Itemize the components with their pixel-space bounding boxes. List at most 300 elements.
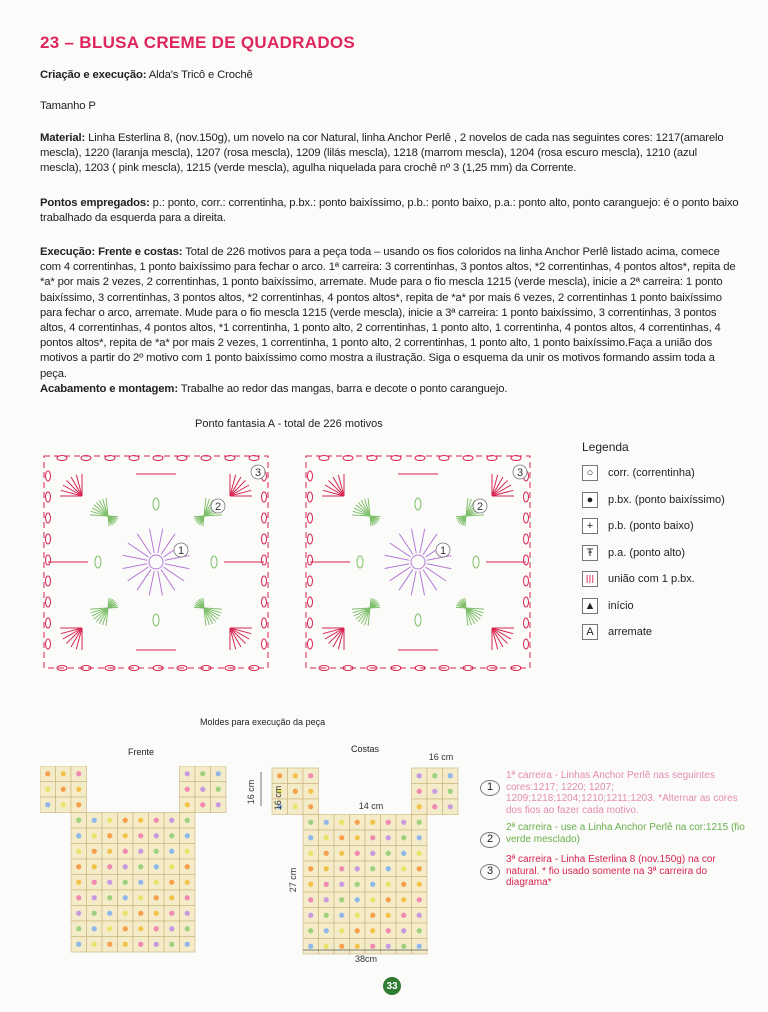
double-crochet-icon xyxy=(420,529,425,554)
motif-center-icon xyxy=(401,820,406,825)
double-crochet-icon xyxy=(423,570,437,591)
chain-stitch-icon xyxy=(524,639,529,649)
chain-stitch-icon xyxy=(308,555,313,565)
back-neck-dimension: 14 cm xyxy=(358,801,384,811)
motif-center-icon xyxy=(185,895,190,900)
legend-label: corr. (correntinha) xyxy=(608,467,695,480)
double-crochet-icon xyxy=(390,543,411,557)
motif-center-icon xyxy=(308,882,313,887)
double-crochet-icon xyxy=(385,564,410,569)
motif-center-icon xyxy=(154,942,159,947)
note-text: 3ª carreira - Linha Esterlina 8 (nov.150g) na cor natural. * fio usado somente na 3ª carreira do diagrama* xyxy=(506,854,716,888)
motif-center-icon xyxy=(355,882,360,887)
legend-label: união com 1 p.bx. xyxy=(608,573,695,586)
legend-symbol-icon: + xyxy=(582,518,598,534)
motif-center-icon xyxy=(123,911,128,916)
chain-stitch-icon xyxy=(153,498,159,510)
motif-center-icon xyxy=(308,773,313,778)
ring-icon xyxy=(149,555,163,569)
legend-item xyxy=(582,460,762,487)
motif-center-icon xyxy=(185,802,190,807)
motif-center-icon xyxy=(386,820,391,825)
double-crochet-icon xyxy=(358,600,376,621)
motif-center-icon xyxy=(92,864,97,869)
chain-stitch-icon xyxy=(153,614,159,626)
legend-symbol-icon: ● xyxy=(582,492,598,508)
motif-center-icon xyxy=(324,866,329,871)
legend-item xyxy=(582,593,762,620)
motif-center-icon xyxy=(370,820,375,825)
motif-center-icon xyxy=(123,926,128,931)
motif-center-icon xyxy=(61,802,66,807)
double-crochet-icon xyxy=(385,555,410,560)
motif-center-icon xyxy=(386,944,391,949)
motif-center-icon xyxy=(216,771,221,776)
legend-symbol-icon: ○ xyxy=(582,465,598,481)
round-notes xyxy=(480,770,750,895)
motif-center-icon xyxy=(107,942,112,947)
motif-center-icon xyxy=(324,820,329,825)
motif-center-icon xyxy=(138,911,143,916)
motif-center-icon xyxy=(216,787,221,792)
note-round-2 xyxy=(480,822,750,848)
double-crochet-icon xyxy=(137,569,151,590)
finishing-text: Trabalhe ao redor das mangas, barra e decote o ponto caranguejo. xyxy=(177,382,508,395)
motif-center-icon xyxy=(324,928,329,933)
motif-center-icon xyxy=(293,804,298,809)
note-number: 1 xyxy=(480,780,500,796)
legend-item xyxy=(582,566,762,593)
motif-center-icon xyxy=(308,835,313,840)
chain-stitch-icon xyxy=(57,456,67,461)
motif-center-icon xyxy=(417,789,422,794)
chain-stitch-icon xyxy=(262,618,267,628)
motif-center-icon xyxy=(386,866,391,871)
legend-title: Legenda xyxy=(582,440,629,454)
motif-center-icon xyxy=(154,864,159,869)
chain-stitch-icon xyxy=(524,513,529,523)
round-number: 1 xyxy=(439,545,447,557)
motif-center-icon xyxy=(154,895,159,900)
motif-center-icon xyxy=(417,866,422,871)
motif-center-icon xyxy=(107,849,112,854)
motif-center-icon xyxy=(76,942,81,947)
motif-center-icon xyxy=(355,835,360,840)
motif-center-icon xyxy=(308,944,313,949)
motif-center-icon xyxy=(185,864,190,869)
motif-center-icon xyxy=(92,833,97,838)
motif-center-icon xyxy=(138,880,143,885)
motif-center-icon xyxy=(370,944,375,949)
chain-stitch-icon xyxy=(262,555,267,565)
motif-center-icon xyxy=(169,895,174,900)
stitches-label: Pontos empregados: xyxy=(40,197,150,209)
double-crochet-icon xyxy=(425,567,446,581)
chain-stitch-icon xyxy=(524,576,529,586)
legend-symbol-icon: Ⲽ xyxy=(582,571,598,587)
motif-center-icon xyxy=(92,818,97,823)
motif-center-icon xyxy=(169,818,174,823)
credits xyxy=(40,68,740,83)
back-height-dimension: 27 cm xyxy=(288,867,298,893)
stitches-text: p.: ponto, corr.: correntinha, p.bx.: ponto baixíssimo, p.b.: ponto baixo, p.a.: ponto alto, ponto caranguejo: é o ponto baixo trabalhado da esquerda para a direita. xyxy=(40,197,739,225)
motif-center-icon xyxy=(355,913,360,918)
motif-center-icon xyxy=(138,818,143,823)
legend-label: arremate xyxy=(608,626,653,639)
chain-stitch-icon xyxy=(357,556,363,568)
chain-stitch-icon xyxy=(308,471,313,481)
motif-center-icon xyxy=(370,913,375,918)
note-text: 1ª carreira - Linhas Anchor Perlê nas seguintes cores:1217; 1220; 1207; 1209;1218;1204;1210;1211;1203. *Alternar as cores dos fios ao fazer cada motivo. xyxy=(506,770,738,816)
motif-center-icon xyxy=(185,787,190,792)
motif-center-icon xyxy=(169,833,174,838)
stitches-paragraph xyxy=(40,196,740,226)
motif-center-icon xyxy=(45,802,50,807)
chain-stitch-icon xyxy=(308,513,313,523)
ring-icon xyxy=(411,555,425,569)
motif-center-icon xyxy=(169,864,174,869)
chain-stitch-icon xyxy=(524,597,529,607)
motif-center-icon xyxy=(123,942,128,947)
motif-center-icon xyxy=(123,818,128,823)
back-top-dimension: 16 cm xyxy=(428,752,454,762)
chain-stitch-icon xyxy=(46,471,51,481)
credits-text: Alda's Tricô e Crochê xyxy=(146,69,253,81)
double-crochet-icon xyxy=(411,571,416,596)
legend-symbol-icon: Ŧ xyxy=(582,545,598,561)
chain-stitch-icon xyxy=(415,498,421,510)
motif-center-icon xyxy=(293,789,298,794)
chain-stitch-icon xyxy=(95,556,101,568)
double-crochet-icon xyxy=(128,543,149,557)
motif-center-icon xyxy=(293,773,298,778)
motif-center-icon xyxy=(417,882,422,887)
motif-center-icon xyxy=(401,835,406,840)
motif-center-icon xyxy=(138,849,143,854)
legend-label: p.bx. (ponto baixíssimo) xyxy=(608,493,725,506)
double-crochet-icon xyxy=(96,502,114,523)
legend-symbol-icon: ▲ xyxy=(582,598,598,614)
motif-center-icon xyxy=(154,926,159,931)
chain-stitch-icon xyxy=(308,618,313,628)
motif-center-icon xyxy=(92,911,97,916)
motif-center-icon xyxy=(417,773,422,778)
motif-center-icon xyxy=(200,771,205,776)
double-crochet-icon xyxy=(399,569,413,590)
double-crochet-icon xyxy=(358,502,376,523)
motif-center-icon xyxy=(138,926,143,931)
motif-center-icon xyxy=(417,928,422,933)
motif-center-icon xyxy=(107,864,112,869)
chain-stitch-icon xyxy=(524,555,529,565)
front-pattern xyxy=(40,766,272,954)
material-paragraph xyxy=(40,131,740,177)
chain-stitch-icon xyxy=(46,618,51,628)
motif-center-icon xyxy=(370,835,375,840)
motif-center-icon xyxy=(76,787,81,792)
note-number: 3 xyxy=(480,864,500,880)
chain-stitch-icon xyxy=(46,576,51,586)
material-text: Linha Esterlina 8, (nov.150g), um novelo na cor Natural, linha Anchor Perlê , 2 novelos de cada nas seguintes cores: 1217(amarelo mescla), 1220 (laranja mescla), 1207 (rosa mescla), 1209 (lilás mescla), 1218 (marrom mescla), 1204 (rosa escuro mescla), 1210 (azul mescla), 1203 ( pink mescla), 1215 (verde mescla), agulha niquelada para crochê nº 3 (1,25 mm) da Corrente. xyxy=(40,132,724,175)
motif-center-icon xyxy=(308,913,313,918)
motif-center-icon xyxy=(339,882,344,887)
double-crochet-icon xyxy=(123,555,148,560)
double-crochet-icon xyxy=(123,564,148,569)
motif-center-icon xyxy=(417,851,422,856)
back-width-dimension: 38cm xyxy=(354,954,378,964)
motif-center-icon xyxy=(308,851,313,856)
motif-center-icon xyxy=(417,804,422,809)
round-number: 2 xyxy=(214,501,222,513)
motif-center-icon xyxy=(45,771,50,776)
diagram-caption: Ponto fantasia A - total de 226 motivos xyxy=(195,418,383,430)
motif-center-icon xyxy=(92,849,97,854)
chain-stitch-icon xyxy=(308,597,313,607)
page-title: 23 – BLUSA CREME DE QUADRADOS xyxy=(40,33,356,52)
double-crochet-icon xyxy=(161,534,175,555)
credits-label: Criação e execução: xyxy=(40,69,147,81)
motif-center-icon xyxy=(386,851,391,856)
double-crochet-icon xyxy=(420,571,425,596)
motif-center-icon xyxy=(123,849,128,854)
motif-center-icon xyxy=(355,944,360,949)
motif-center-icon xyxy=(76,849,81,854)
motif-center-icon xyxy=(370,882,375,887)
motif-center-icon xyxy=(154,818,159,823)
motif-center-icon xyxy=(355,866,360,871)
motif-center-icon xyxy=(308,897,313,902)
chain-stitch-icon xyxy=(308,492,313,502)
double-crochet-icon xyxy=(158,529,163,554)
motif-center-icon xyxy=(355,928,360,933)
motif-center-icon xyxy=(185,849,190,854)
patterns-caption: Moldes para execução da peça xyxy=(200,717,326,727)
motif-center-icon xyxy=(417,897,422,902)
motif-center-icon xyxy=(123,895,128,900)
size-line: Tamanho P xyxy=(40,100,96,112)
motif-diagram xyxy=(38,446,548,682)
motif xyxy=(306,456,530,671)
motif-center-icon xyxy=(339,820,344,825)
motif-center-icon xyxy=(432,804,437,809)
motif-center-icon xyxy=(107,926,112,931)
chain-stitch-icon xyxy=(319,456,329,461)
motif-center-icon xyxy=(45,787,50,792)
motif-center-icon xyxy=(76,833,81,838)
execution-label: Execução: Frente e costas: xyxy=(40,246,183,258)
double-crochet-icon xyxy=(163,567,184,581)
motif-center-icon xyxy=(185,818,190,823)
motif-center-icon xyxy=(355,897,360,902)
motif-center-icon xyxy=(169,849,174,854)
motif-center-icon xyxy=(138,864,143,869)
legend-item xyxy=(582,487,762,514)
motif-center-icon xyxy=(386,913,391,918)
motif-center-icon xyxy=(185,771,190,776)
round-number: 1 xyxy=(177,545,185,557)
motif-center-icon xyxy=(185,911,190,916)
motif-center-icon xyxy=(107,911,112,916)
chain-stitch-icon xyxy=(439,456,449,461)
motif-center-icon xyxy=(432,789,437,794)
legend-item xyxy=(582,540,762,567)
motif-center-icon xyxy=(448,773,453,778)
motif-center-icon xyxy=(123,880,128,885)
motif-center-icon xyxy=(76,802,81,807)
motif-center-icon xyxy=(76,818,81,823)
round-number: 3 xyxy=(516,467,524,479)
motif-center-icon xyxy=(92,880,97,885)
motif-center-icon xyxy=(138,942,143,947)
double-crochet-icon xyxy=(411,529,416,554)
double-crochet-icon xyxy=(96,600,114,621)
motif-center-icon xyxy=(448,804,453,809)
double-crochet-icon xyxy=(390,567,411,581)
motif-center-icon xyxy=(154,880,159,885)
legend-label: p.a. (ponto alto) xyxy=(608,546,686,559)
motif-center-icon xyxy=(386,928,391,933)
double-crochet-icon xyxy=(198,600,216,621)
motif-center-icon xyxy=(308,866,313,871)
motif-center-icon xyxy=(76,895,81,900)
chain-stitch-icon xyxy=(262,576,267,586)
page-number: 33 xyxy=(383,977,401,995)
chain-stitch-icon xyxy=(473,556,479,568)
motif-center-icon xyxy=(417,835,422,840)
legend-label: início xyxy=(608,599,634,612)
motif-center-icon xyxy=(185,880,190,885)
double-crochet-icon xyxy=(149,529,154,554)
front-label: Frente xyxy=(128,747,155,757)
double-crochet-icon xyxy=(161,570,175,591)
motif-center-icon xyxy=(339,851,344,856)
motif-center-icon xyxy=(154,849,159,854)
motif-center-icon xyxy=(138,895,143,900)
motif-center-icon xyxy=(76,864,81,869)
motif-center-icon xyxy=(107,880,112,885)
legend xyxy=(582,440,762,646)
chain-stitch-icon xyxy=(46,639,51,649)
motif-center-icon xyxy=(185,942,190,947)
motif-center-icon xyxy=(76,880,81,885)
chain-stitch-icon xyxy=(262,639,267,649)
motif-center-icon xyxy=(370,928,375,933)
motif-center-icon xyxy=(123,864,128,869)
note-number: 2 xyxy=(480,832,500,848)
motif-center-icon xyxy=(92,926,97,931)
chain-stitch-icon xyxy=(415,614,421,626)
motif-center-icon xyxy=(92,895,97,900)
front-side-dimension: 16 cm xyxy=(246,779,256,805)
motif-center-icon xyxy=(200,787,205,792)
motif-center-icon xyxy=(324,913,329,918)
chain-stitch-icon xyxy=(46,492,51,502)
chain-stitch-icon xyxy=(308,576,313,586)
motif-center-icon xyxy=(107,895,112,900)
chain-stitch-icon xyxy=(524,534,529,544)
motif-center-icon xyxy=(76,771,81,776)
chain-stitch-icon xyxy=(262,492,267,502)
motif-center-icon xyxy=(169,926,174,931)
legend-symbol-icon: A xyxy=(582,624,598,640)
back-label: Costas xyxy=(351,744,380,754)
motif-center-icon xyxy=(324,882,329,887)
motif-center-icon xyxy=(76,911,81,916)
motif-center-icon xyxy=(324,851,329,856)
motif-center-icon xyxy=(324,944,329,949)
round-number: 2 xyxy=(476,501,484,513)
double-crochet-icon xyxy=(460,600,478,621)
back-pattern xyxy=(268,750,478,968)
double-crochet-icon xyxy=(137,534,151,555)
motif-center-icon xyxy=(61,787,66,792)
motif-center-icon xyxy=(200,802,205,807)
motif-center-icon xyxy=(107,833,112,838)
motif-center-icon xyxy=(185,833,190,838)
motif-center-icon xyxy=(169,911,174,916)
motif-center-icon xyxy=(401,866,406,871)
note-round-1 xyxy=(480,770,750,816)
motif-center-icon xyxy=(417,913,422,918)
motif-center-icon xyxy=(339,944,344,949)
motif-center-icon xyxy=(355,820,360,825)
double-crochet-icon xyxy=(165,564,190,569)
double-crochet-icon xyxy=(399,534,413,555)
motif-center-icon xyxy=(107,818,112,823)
chain-stitch-icon xyxy=(46,534,51,544)
motif-center-icon xyxy=(123,833,128,838)
motif-center-icon xyxy=(308,820,313,825)
motif-center-icon xyxy=(154,911,159,916)
motif-center-icon xyxy=(386,897,391,902)
double-crochet-icon xyxy=(427,564,452,569)
motif-center-icon xyxy=(308,804,313,809)
motif-center-icon xyxy=(339,928,344,933)
execution-paragraph xyxy=(40,245,740,397)
motif-center-icon xyxy=(76,926,81,931)
motif-center-icon xyxy=(401,882,406,887)
motif-center-icon xyxy=(185,926,190,931)
motif-center-icon xyxy=(277,773,282,778)
chain-stitch-icon xyxy=(46,513,51,523)
motif-center-icon xyxy=(92,942,97,947)
round-number: 3 xyxy=(254,467,262,479)
motif-center-icon xyxy=(169,942,174,947)
double-crochet-icon xyxy=(149,571,154,596)
chain-stitch-icon xyxy=(46,597,51,607)
motif-center-icon xyxy=(339,835,344,840)
motif-center-icon xyxy=(370,866,375,871)
chain-stitch-icon xyxy=(308,639,313,649)
chain-stitch-icon xyxy=(262,513,267,523)
double-crochet-icon xyxy=(158,571,163,596)
motif-center-icon xyxy=(308,789,313,794)
material-label: Material: xyxy=(40,132,86,144)
motif-center-icon xyxy=(401,851,406,856)
double-crochet-icon xyxy=(423,534,437,555)
motif-center-icon xyxy=(339,897,344,902)
motif xyxy=(44,456,268,671)
back-side-dimension: 16 cm xyxy=(273,785,283,811)
motif-center-icon xyxy=(401,928,406,933)
legend-item xyxy=(582,513,762,540)
motif-center-icon xyxy=(448,789,453,794)
chain-stitch-icon xyxy=(211,556,217,568)
motif-center-icon xyxy=(417,944,422,949)
motif-center-icon xyxy=(401,944,406,949)
motif-center-icon xyxy=(216,802,221,807)
motif-center-icon xyxy=(401,913,406,918)
